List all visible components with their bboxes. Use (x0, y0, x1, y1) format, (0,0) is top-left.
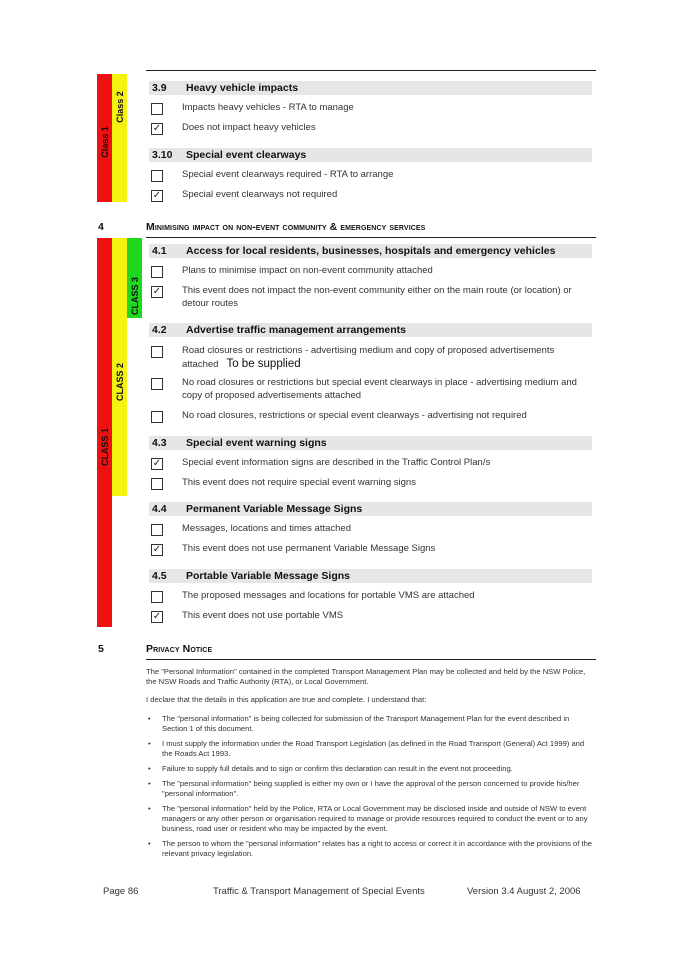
subsection-3-9-header (149, 81, 592, 95)
subsection-4-4-header (149, 502, 592, 516)
subsection-title: Permanent Variable Message Signs (186, 503, 363, 515)
checkbox[interactable] (151, 170, 163, 182)
checkbox[interactable] (151, 478, 163, 490)
subsection-number: 4.4 (152, 503, 167, 515)
checkbox[interactable] (151, 378, 163, 390)
subsection-4-3-header (149, 436, 592, 450)
bullet-icon: • (148, 739, 151, 748)
class1-label: CLASS 1 (100, 428, 110, 467)
checkbox-label: This event does not impact the non-event community either on the main route (or location) or detour routes (182, 285, 572, 309)
checkbox-label: This event does not require special event warning signs (182, 477, 416, 488)
list-item-text: The "personal information" being supplied is either my own or I have the approval of the person concerned to provide his/her "personal information". (162, 779, 580, 798)
section-title: Minimising impact on non-event community & emergency services (146, 221, 426, 233)
checkbox-label: Special event clearways not required (182, 189, 338, 200)
subsection-number: 4.3 (152, 437, 167, 449)
top-rule (146, 70, 596, 71)
footer-page-number: Page 86 (103, 886, 139, 897)
footer-document-title: Traffic & Transport Management of Special Events (213, 886, 425, 897)
bullet-icon: • (148, 764, 151, 773)
checkbox[interactable] (151, 266, 163, 278)
list-item-text: The "personal information" is being collected for submission of the Transport Management Plan for the event described in Section 1 of this document. (162, 714, 570, 733)
list-item-text: The "personal information" held by the Police, RTA or Local Government may be disclosed inside and outside of NSW to event managers or any other person or organisation required to manage or provide resources required to conduct the event or to any business, road user or resident who may be impacted by the event. (162, 804, 588, 833)
subsection-title: Advertise traffic management arrangements (186, 324, 406, 336)
subsection-4-1-header (149, 244, 592, 258)
checkbox-label: Special event clearways required - RTA to arrange (182, 169, 394, 180)
checkbox[interactable] (151, 346, 163, 358)
subsection-title: Portable Variable Message Signs (186, 570, 350, 582)
checkbox[interactable]: ✓ (152, 611, 162, 622)
list-item (146, 739, 594, 759)
checkbox[interactable]: ✓ (152, 544, 162, 555)
class2-label: CLASS 2 (115, 363, 125, 402)
list-item-text: The person to whom the "personal information" relates has a right to access or correct it in accordance with the provisions of the relevant privacy legislation. (162, 839, 593, 858)
section-4-rule (146, 237, 596, 238)
section-title: Privacy Notice (146, 643, 213, 655)
section-number: 5 (98, 643, 104, 655)
list-item (146, 779, 594, 799)
list-item-text: I must supply the information under the Road Transport Legislation (as defined in the Road Transport (General) Act 1999) and the Roads Act 1993. (162, 739, 585, 758)
checkbox-label: No road closures or restrictions but special event clearways in place - advertising medium and copy of proposed advertisements attached (182, 377, 577, 401)
checkbox-label: Impacts heavy vehicles - RTA to manage (182, 102, 354, 113)
subsection-number: 4.5 (152, 570, 167, 582)
footer-version: Version 3.4 August 2, 2006 (467, 886, 581, 897)
subsection-title: Heavy vehicle impacts (186, 82, 299, 94)
checkbox-label: Special event information signs are described in the Traffic Control Plan/s (182, 457, 491, 468)
checkbox[interactable]: ✓ (152, 458, 162, 469)
subsection-4-5-header (149, 569, 592, 583)
checkbox[interactable] (151, 591, 163, 603)
handwritten-note: To be supplied (226, 357, 301, 370)
subsection-4-2-header (149, 323, 592, 337)
checkbox-label: This event does not use permanent Variable Message Signs (182, 543, 436, 554)
subsection-title: Access for local residents, businesses, hospitals and emergency vehicles (186, 245, 556, 257)
section-5-rule (146, 659, 596, 660)
class1-label-top: Class 1 (100, 126, 110, 158)
checkbox-label: This event does not use portable VMS (182, 610, 344, 621)
checkbox-label: No road closures, restrictions or special event clearways - advertising not required (182, 410, 527, 421)
subsection-title: Special event clearways (186, 149, 307, 161)
checkbox-label: Does not impact heavy vehicles (182, 122, 316, 133)
list-item (146, 764, 594, 774)
checkbox[interactable] (151, 103, 163, 115)
list-item (146, 839, 594, 859)
list-item-text: Failure to supply full details and to sign or confirm this declaration can result in the event not proceeding. (162, 764, 513, 773)
checkbox-label: Plans to minimise impact on non-event community attached (182, 265, 433, 276)
bullet-icon: • (148, 804, 151, 813)
subsection-number: 4.1 (152, 245, 167, 257)
list-item (146, 714, 594, 734)
checkbox[interactable] (151, 411, 163, 423)
item-text: Road closures or restrictions - advertising medium and copy of proposed advertisements attached (182, 345, 555, 370)
checkbox[interactable]: ✓ (152, 286, 162, 297)
list-item (146, 804, 594, 834)
checkbox[interactable] (151, 524, 163, 536)
subsection-3-10-header (149, 148, 592, 162)
section-number: 4 (98, 221, 104, 233)
bullet-icon: • (148, 714, 151, 723)
subsection-number: 4.2 (152, 324, 167, 336)
privacy-bullet-list (146, 714, 594, 864)
bullet-icon: • (148, 839, 151, 848)
privacy-paragraph: The "Personal Information" contained in the completed Transport Management Plan may be collected and held by the NSW Police, the NSW Roads and Traffic Authority (RTA), or Local Government. (146, 667, 586, 686)
subsection-number: 3.9 (152, 82, 167, 94)
checkbox[interactable]: ✓ (152, 123, 162, 134)
class3-label: CLASS 3 (130, 277, 140, 316)
declaration-paragraph: I declare that the details in this application are true and complete. I understand that: (146, 695, 427, 704)
checkbox-label: Messages, locations and times attached (182, 523, 351, 534)
checkbox-label (182, 345, 592, 371)
bullet-icon: • (148, 779, 151, 788)
subsection-title: Special event warning signs (186, 437, 327, 449)
class2-label-top: Class 2 (115, 91, 125, 123)
checkbox[interactable]: ✓ (152, 190, 162, 201)
checkbox-label: The proposed messages and locations for portable VMS are attached (182, 590, 475, 601)
subsection-number: 3.10 (152, 149, 173, 161)
